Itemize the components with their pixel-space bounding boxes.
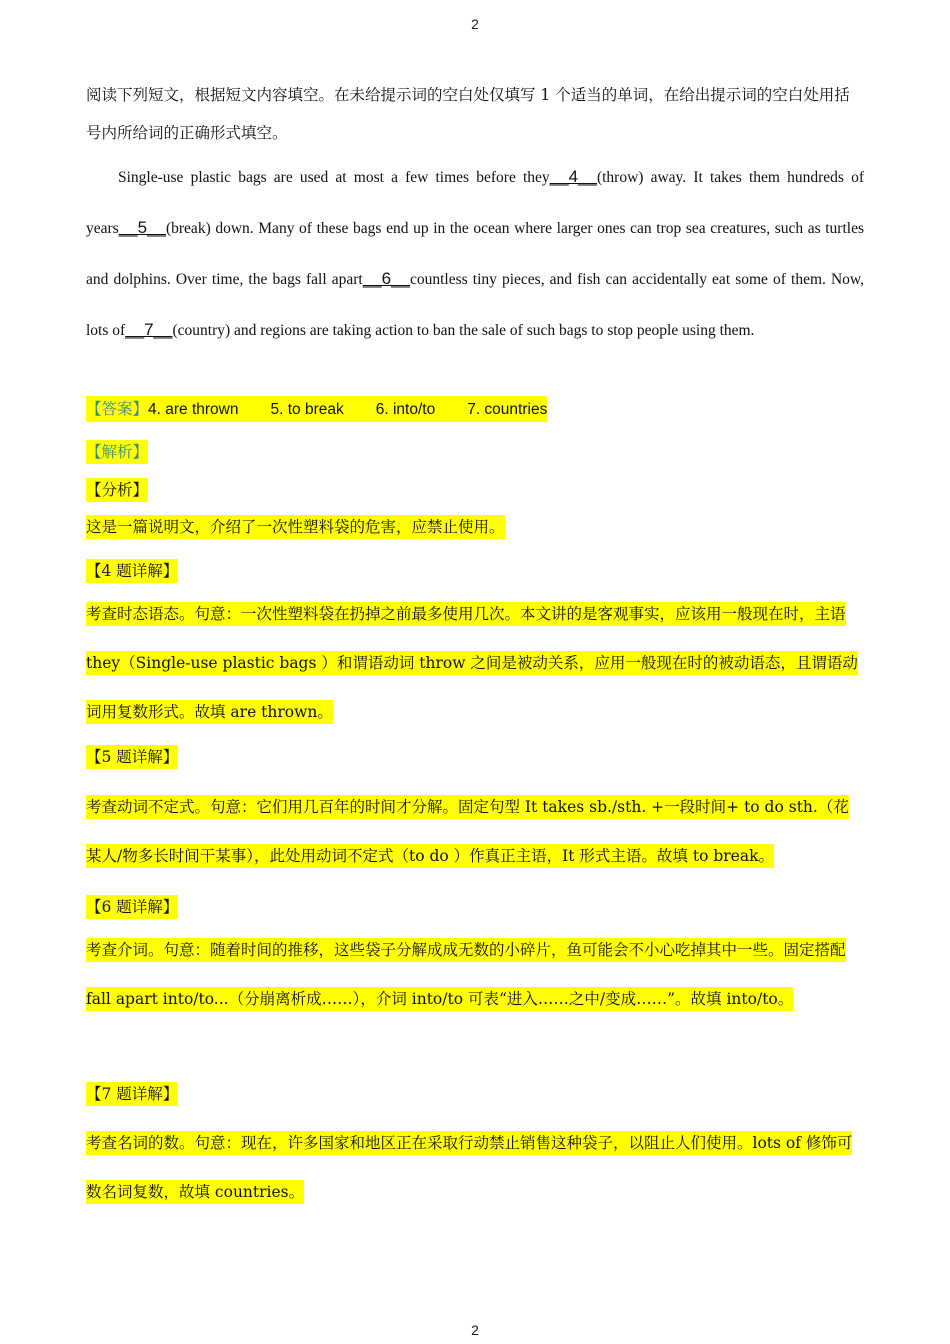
q5-heading-text: 【5 题详解】 [86, 745, 178, 769]
blank-5: __5__ [118, 218, 166, 237]
instructions: 阅读下列短文，根据短文内容填空。在未给提示词的空白处仅填写 1 个适当的单词，在给出提示词的空白处用括号内所给词的正确形式填空。 [86, 86, 850, 142]
fenxi-heading [86, 477, 148, 503]
blank-7: __7__ [125, 320, 173, 339]
passage-text-3: (break) down. Many of these bags end up in the ocean where larger ones can trop sea creatures, such as turtles and dolphins. Over time, the bags fall apart [86, 220, 864, 288]
blank-4: __4__ [549, 167, 597, 186]
answer-5: 5. to break [270, 401, 344, 418]
q5-text: 考查动词不定式。句意：它们用几百年的时间才分解。固定句型 It takes sb./sth. +一段时间+ to do sth.（花某人/物多长时间干某事），此处用动词不定式（to do ）作真正主语，It 形式主语。故填 to break。 [86, 795, 849, 868]
q4-heading-text: 【4 题详解】 [86, 559, 178, 583]
answer-7: 7. countries [467, 401, 548, 418]
q7-heading [86, 1081, 178, 1107]
q6-text: 考查介词。句意：随着时间的推移，这些袋子分解成成无数的小碎片，鱼可能会不小心吃掉其中一些。固定搭配 fall apart into/to...（分崩离析成……），介词 into/to 可表“进入……之中/变成……”。故填 into/to。 [86, 938, 846, 1011]
q4-text: 考查时态语态。句意：一次性塑料袋在扔掉之前最多使用几次。本文讲的是客观事实，应该用一般现在时，主语 they（Single-use plastic bags ）和谓语动词 throw 之间是被动关系，应用一般现在时的被动语态，且谓语动词用复数形式。故填 are thrown。 [86, 602, 858, 724]
q5-heading [86, 744, 178, 770]
q6-heading-text: 【6 题详解】 [86, 895, 178, 919]
passage-text-1: Single-use plastic bags are used at most a few times before they [118, 169, 550, 186]
q4-heading [86, 558, 178, 584]
q4-explanation [86, 590, 864, 737]
passage-text-4: countless tiny pieces, and fish can accidentally eat some of them. Now, lots of [86, 271, 864, 339]
passage-text-5: (country) and regions are taking action to ban the sale of such bags to stop people using them. [172, 322, 755, 339]
q7-explanation [86, 1119, 864, 1217]
q7-text: 考查名词的数。句意：现在，许多国家和地区正在采取行动禁止销售这种袋子，以阻止人们使用。lots of 修饰可数名词复数，故填 countries。 [86, 1131, 852, 1204]
page-number-bottom: 2 [471, 1322, 479, 1338]
answer-6: 6. into/to [375, 401, 436, 418]
q6-explanation [86, 926, 864, 1024]
answer-4: 4. are thrown [148, 401, 239, 418]
fenxi-heading-text: 【分析】 [86, 478, 148, 502]
page-number-top: 2 [471, 16, 479, 32]
passage-text-2: (throw) away. It takes them hundreds of years [86, 169, 864, 237]
fenxi-text [86, 514, 505, 540]
q6-heading [86, 894, 178, 920]
q5-explanation [86, 783, 864, 881]
answer-line [86, 396, 547, 423]
analysis-tag-text: 【解析】 [86, 440, 148, 464]
blank-6: __6__ [362, 269, 410, 288]
fenxi-body: 这是一篇说明文，介绍了一次性塑料袋的危害，应禁止使用。 [86, 515, 505, 539]
analysis-tag [86, 439, 148, 465]
q7-heading-text: 【7 题详解】 [86, 1082, 178, 1106]
passage [86, 152, 864, 356]
answer-tag: 【答案】 [86, 400, 149, 418]
